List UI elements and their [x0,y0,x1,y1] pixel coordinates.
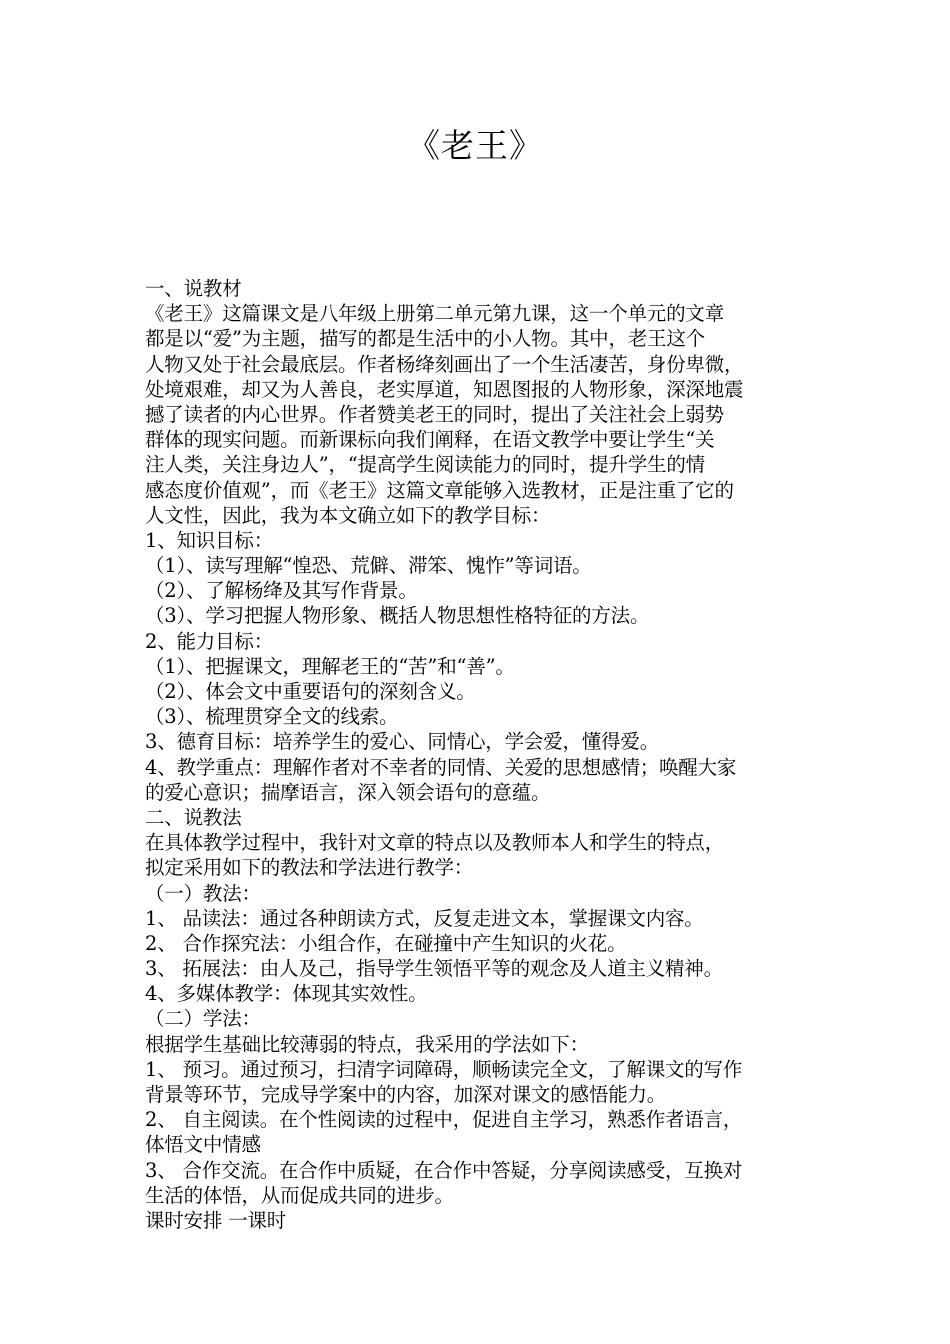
paragraph-line: 《老王》这篇课文是八年级上册第二单元第九课，这一个单元的文章 [145,302,725,326]
paragraph-line: 感态度价值观”，而《老王》这篇文章能够入选教材，正是注重了它的 [145,478,734,502]
paragraph-line: 人文性，因此，我为本文确立如下的教学目标： [145,503,551,527]
list-heading-ability-goals: 2、能力目标： [145,629,274,653]
list-item: 3、 合作交流。在合作中质疑，在合作中答疑，分享阅读感受，互换对 [145,1158,743,1182]
section-heading-teaching-methods: 二、说教法 [145,805,242,829]
list-item: 1、 品读法：通过各种朗读方式，反复走进文本，掌握课文内容。 [145,906,704,930]
list-item: （2）、了解杨绛及其写作背景。 [145,579,418,603]
section-heading-textbook: 一、说教材 [145,277,242,300]
paragraph-line: 背景等环节，完成导学案中的内容，加深对课文的感悟能力。 [145,1083,667,1106]
paragraph-line: 注人类，关注身边人”，“提高学生阅读能力的同时，提升学生的情 [145,453,705,477]
document-body [145,276,815,1233]
list-item: 3、 拓展法：由人及己，指导学生领悟平等的观念及人道主义精神。 [145,957,723,981]
paragraph-line: 都是以“爱”为主题，描写的都是生活中的小人物。其中，老王这个 [145,327,705,351]
class-hours-line: 课时安排 一课时 [145,1208,287,1232]
list-item: （1）、把握课文，理解老王的“苦”和“善”。 [145,654,515,678]
list-heading-moral-goals: 3、德育目标：培养学生的爱心、同情心，学会爱，懂得爱。 [145,730,660,754]
list-item: （3）、梳理贯穿全文的线索。 [145,705,399,729]
subsection-heading-methods: （一）教法： [145,881,261,905]
list-item: （2）、体会文中重要语句的深刻含义。 [145,680,476,703]
list-heading-teaching-focus: 4、教学重点：理解作者对不幸者的同情、关爱的思想感情；唤醒大家 [145,755,737,779]
paragraph-line: 体悟文中情感 [145,1133,261,1157]
list-item: 2、 合作探究法：小组合作，在碰撞中产生知识的火花。 [145,931,627,955]
paragraph-line: 拟定采用如下的教法和学法进行教学： [145,856,474,880]
paragraph-line: 群体的现实问题。而新课标向我们阐释，在语文教学中要让学生“关 [145,428,715,452]
paragraph-line: 生活的体悟，从而促成共同的进步。 [145,1183,454,1207]
document-title: 《老王》 [407,126,543,165]
paragraph-line: 撼了读者的内心世界。作者赞美老王的同时，提出了关注社会上弱势 [145,402,725,426]
list-item: （3）、学习把握人物形象、概括人物思想性格特征的方法。 [145,604,650,628]
paragraph-line: 的爱心意识；揣摩语言，深入领会语句的意蕴。 [145,780,551,804]
paragraph-line: 人物又处于社会最底层。作者杨绛刻画出了一个生活凄苦，身份卑微， [145,352,744,376]
paragraph-line: 在具体教学过程中，我针对文章的特点以及教师本人和学生的特点， [145,831,725,855]
subsection-heading-learning-methods: （二）学法： [145,1007,261,1031]
paragraph-line: 处境艰难，却又为人善良，老实厚道，知恩图报的人物形象，深深地震 [145,377,744,401]
list-heading-knowledge-goals: 1、知识目标： [145,528,274,552]
list-item: 2、 自主阅读。在个性阅读的过程中，促进自主学习，熟悉作者语言， [145,1108,743,1132]
list-item: 4、多媒体教学：体现其实效性。 [145,982,428,1006]
paragraph-line: 根据学生基础比较薄弱的特点，我采用的学法如下： [145,1032,589,1056]
list-item: （1）、读写理解“惶恐、荒僻、滞笨、愧怍”等词语。 [145,554,592,578]
list-item: 1、 预习。通过预习，扫清字词障碍，顺畅读完全文，了解课文的写作 [145,1057,743,1081]
